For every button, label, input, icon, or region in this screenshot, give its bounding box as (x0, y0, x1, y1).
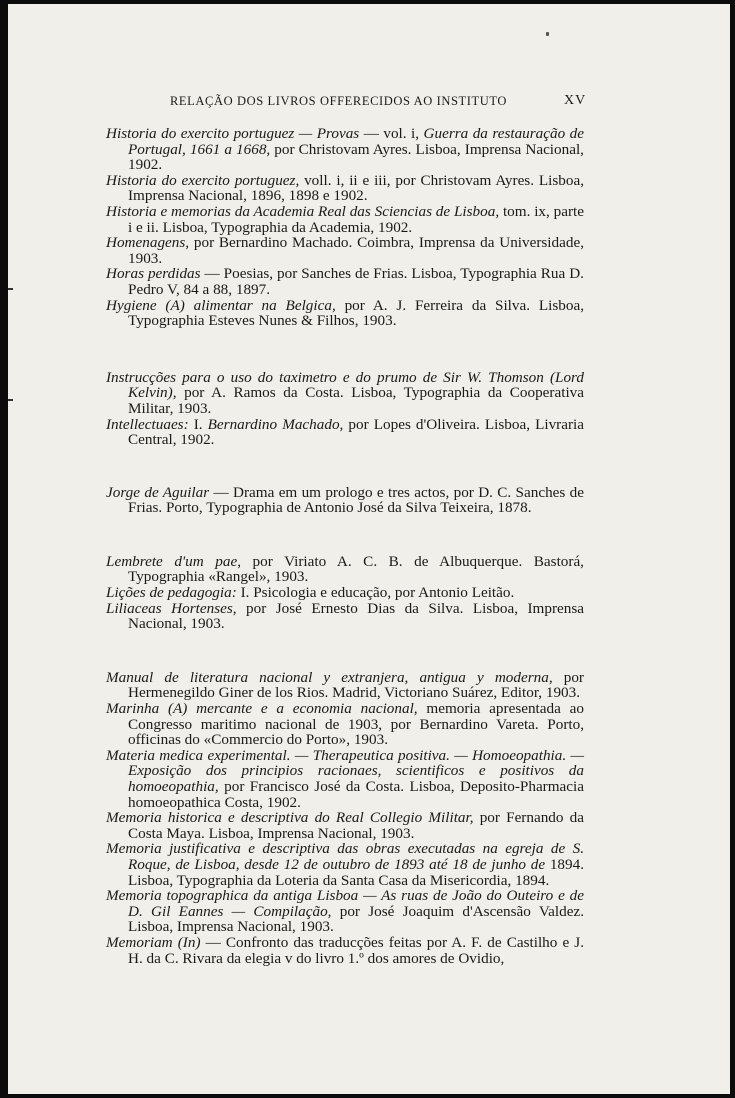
entry-title: Jorge de Aguilar (106, 483, 210, 501)
book-entry (106, 204, 584, 235)
book-entry (106, 298, 584, 329)
entry-details: tom. ix, parte i e ii. Lisboa, Typographia da Academia, 1902. (128, 202, 584, 236)
book-entry (106, 585, 584, 601)
book-entry (106, 701, 584, 748)
entry-title: Historia do exercito portuguez — Provas (106, 125, 360, 142)
entry-details: 1894. Lisboa, Typographia da Loteria da Santa Casa da Misericordia, 1894. (128, 855, 585, 889)
entry-details: por José Joaquim d'Ascensão Valdez. Lisboa, Imprensa Nacional, 1903. (128, 902, 584, 936)
entry-title: Materia medica experimental. — Therapeutica positiva. — Homoeopathia. — Exposição dos principios racionaes, scientificos e positivos da homoeopathia, (106, 746, 584, 795)
entry-title: Memoriam (In) (106, 933, 201, 951)
entry-details: por Francisco José da Costa. Lisboa, Deposito-Pharmacia homoeopathica Costa, 1902. (128, 778, 584, 811)
entry-details: por Viriato A. C. B. de Albuquerque. Bastorá, Typographia «Rangel», 1903. (128, 552, 584, 586)
entry-details: por Hermenegildo Giner de los Rios. Madrid, Victoriano Suárez, Editor, 1903. (128, 668, 584, 702)
entry-details: — Confronto das traducções feitas por A. F. de Castilho e J. H. da C. Rivara da elegia v do livro 1.º dos amores de Ovidio, (128, 933, 584, 967)
entry-title: Horas perdidas (106, 265, 201, 283)
book-entry (106, 417, 584, 448)
book-list (106, 126, 584, 966)
book-entry (106, 554, 584, 585)
entry-title: Hygiene (A) alimentar na Belgica, (106, 296, 336, 314)
entry-title: Instrucções para o uso do taximetro e do prumo de Sir W. Thomson (Lord Kelvin), (106, 368, 584, 402)
entry-title: Memoria topographica da antiga Lisboa — As ruas de João do Outeiro e de D. Gil Eannes — Compilação, (106, 887, 584, 920)
book-entry (106, 266, 584, 297)
entry-title: Memoria historica e descriptiva do Real Collegio Militar, (106, 809, 474, 827)
entry-details: I. Psicologia e educação, por Antonio Leitão. (236, 584, 515, 602)
book-page (8, 4, 730, 1094)
book-entry (106, 935, 584, 966)
entry-details: memoria apresentada ao Congresso maritimo nacional de 1903, por Bernardino Vareta. Porto, officinas do «Commercio do Porto», 1903. (128, 700, 584, 749)
entry-title: Manual de literatura nacional y extranjera, antigua y moderna, (106, 668, 553, 686)
entry-title: Lembrete d'um pae, (106, 552, 242, 570)
book-entry (106, 601, 584, 632)
book-entry (106, 485, 584, 516)
entry-title: Liliaceas Hortenses, (106, 599, 237, 617)
entry-title: Bernardino Machado, (207, 415, 344, 433)
entry-details: — vol. i, (359, 125, 424, 142)
entry-title: Intellectuaes: (106, 415, 189, 433)
entry-details: por A. Ramos da Costa. Lisboa, Typographia da Cooperativa Militar, 1903. (128, 384, 584, 417)
entry-title: Homenagens, (106, 234, 190, 252)
entry-details: por Lopes d'Oliveira. Lisboa, Livraria Central, 1902. (128, 415, 584, 449)
book-entry (106, 370, 584, 417)
print-speck (546, 32, 549, 36)
page-header (8, 94, 730, 114)
entry-details: — Drama em um prologo e tres actos, por D. C. Sanches de Frias. Porto, Typographia de Antonio José da Silva Teixeira, 1878. (128, 483, 584, 517)
entry-details: I. (188, 415, 208, 433)
book-entry (106, 888, 584, 935)
book-entry (106, 670, 584, 701)
book-entry (106, 810, 584, 841)
entry-title: Memoria justificativa e descriptiva das obras executadas na egreja de S. Roque, de Lisboa, desde 12 de outubro de 1893 até 18 de junho de (106, 840, 584, 873)
entry-details: por A. J. Ferreira da Silva. Lisboa, Typographia Esteves Nunes & Filhos, 1903. (128, 296, 584, 330)
book-entry (106, 173, 584, 204)
entry-title: Lições de pedagogia: (106, 584, 237, 602)
entry-details: por Christovam Ayres. Lisboa, Imprensa Nacional, 1902. (128, 140, 584, 174)
margin-mark (8, 399, 13, 401)
entry-title: Marinha (A) mercante e a economia nacional, (106, 700, 418, 718)
margin-mark (8, 288, 13, 290)
book-entry (106, 748, 584, 810)
book-entry (106, 126, 584, 173)
entry-details: por Fernando da Costa Maya. Lisboa, Imprensa Nacional, 1903. (128, 809, 584, 842)
entry-details: voll. i, ii e iii, por Christovam Ayres. Lisboa, Imprensa Nacional, 1896, 1898 e 1902. (128, 171, 584, 205)
page-number: XV (564, 93, 587, 108)
entry-details: por José Ernesto Dias da Silva. Lisboa, Imprensa Nacional, 1903. (128, 599, 585, 633)
book-entry (106, 235, 584, 266)
entry-details: por Bernardino Machado. Coimbra, Imprensa da Universidade, 1903. (128, 234, 584, 267)
entry-title: Guerra da restauração de Portugal, 1661 a 1668, (128, 125, 584, 158)
entry-details: — Poesias, por Sanches de Frias. Lisboa, Typographia Rua D. Pedro V, 84 a 88, 1897. (128, 265, 584, 298)
entry-title: Historia e memorias da Academia Real das Sciencias de Lisboa, (106, 202, 500, 220)
book-entry (106, 841, 584, 888)
entry-title: Historia do exercito portuguez, (106, 171, 300, 189)
running-title: RELAÇÃO DOS LIVROS OFFERECIDOS AO INSTITUTO (170, 94, 508, 108)
